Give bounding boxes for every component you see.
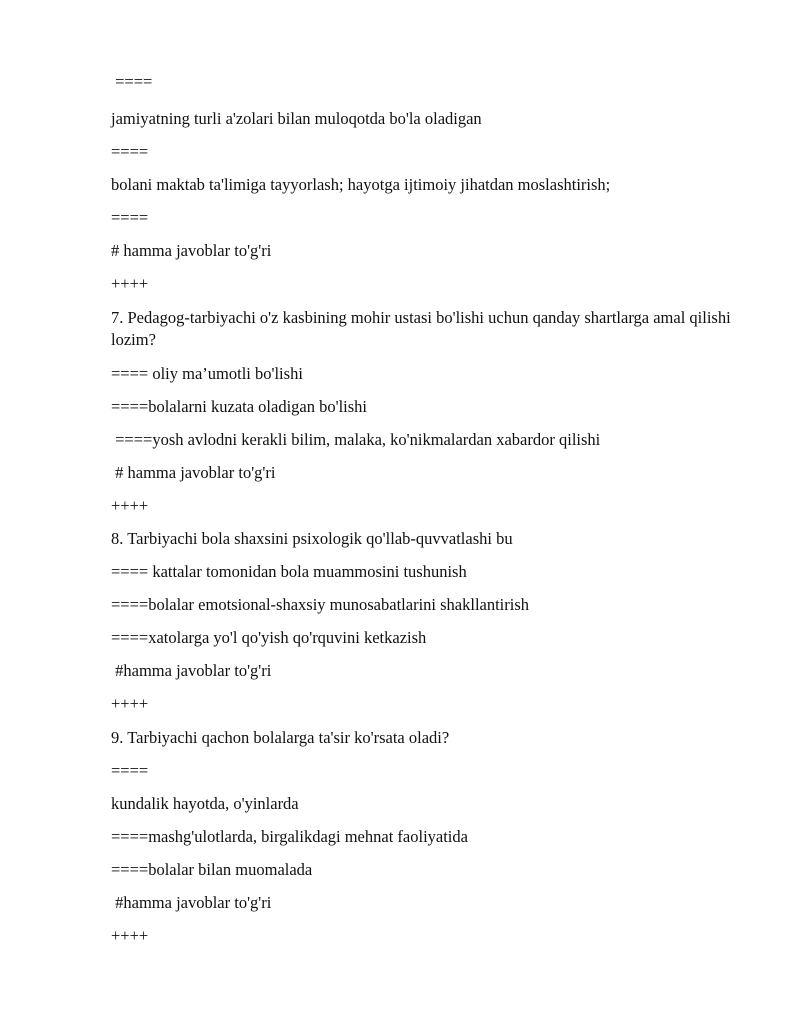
- correct-answer-line: #hamma javoblar to'g'ri: [111, 893, 272, 912]
- question-8: 8. Tarbiyachi bola shaxsini psixologik qo'llab-quvvatlashi bu: [111, 529, 513, 548]
- answer-line: ==== oliy ma’umotli bo'lishi: [111, 364, 303, 383]
- answer-line: ====mashg'ulotlarda, birgalikdagi mehnat faoliyatida: [111, 827, 468, 846]
- question-end-marker: ++++: [111, 926, 149, 945]
- answer-line: ==== kattalar tomonidan bola muammosini tushunish: [111, 562, 467, 581]
- correct-answer-line: #hamma javoblar to'g'ri: [111, 661, 272, 680]
- separator-line: ====: [111, 761, 149, 780]
- correct-answer-line: # hamma javoblar to'g'ri: [111, 241, 272, 260]
- question-end-marker: ++++: [111, 496, 149, 515]
- answer-line: ====bolalar emotsional-shaxsiy munosabatlarini shakllantirish: [111, 595, 530, 614]
- correct-answer-line: # hamma javoblar to'g'ri: [111, 463, 276, 482]
- separator-line: ====: [111, 142, 149, 161]
- answer-line: ====yosh avlodni kerakli bilim, malaka, ko'nikmalardan xabardor qilishi: [111, 430, 601, 449]
- separator-line: ====: [111, 72, 153, 91]
- question-9: 9. Tarbiyachi qachon bolalarga ta'sir ko'rsata oladi?: [111, 728, 450, 747]
- question-end-marker: ++++: [111, 274, 149, 293]
- question-7: 7. Pedagog-tarbiyachi o'z kasbining mohir ustasi bo'lishi uchun qanday shartlarga amal qilishi lozim?: [111, 308, 735, 349]
- question-end-marker: ++++: [111, 694, 149, 713]
- answer-line: ====bolalar bilan muomalada: [111, 860, 313, 879]
- answer-line: ====bolalarni kuzata oladigan bo'lishi: [111, 397, 368, 416]
- answer-line: kundalik hayotda, o'yinlarda: [111, 794, 299, 813]
- answer-line: ====xatolarga yo'l qo'yish qo'rquvini ketkazish: [111, 628, 427, 647]
- answer-line: bolani maktab ta'limiga tayyorlash; hayotga ijtimoiy jihatdan moslashtirish;: [111, 175, 611, 194]
- answer-line: jamiyatning turli a'zolari bilan muloqotda bo'la oladigan: [111, 109, 482, 128]
- separator-line: ====: [111, 208, 149, 227]
